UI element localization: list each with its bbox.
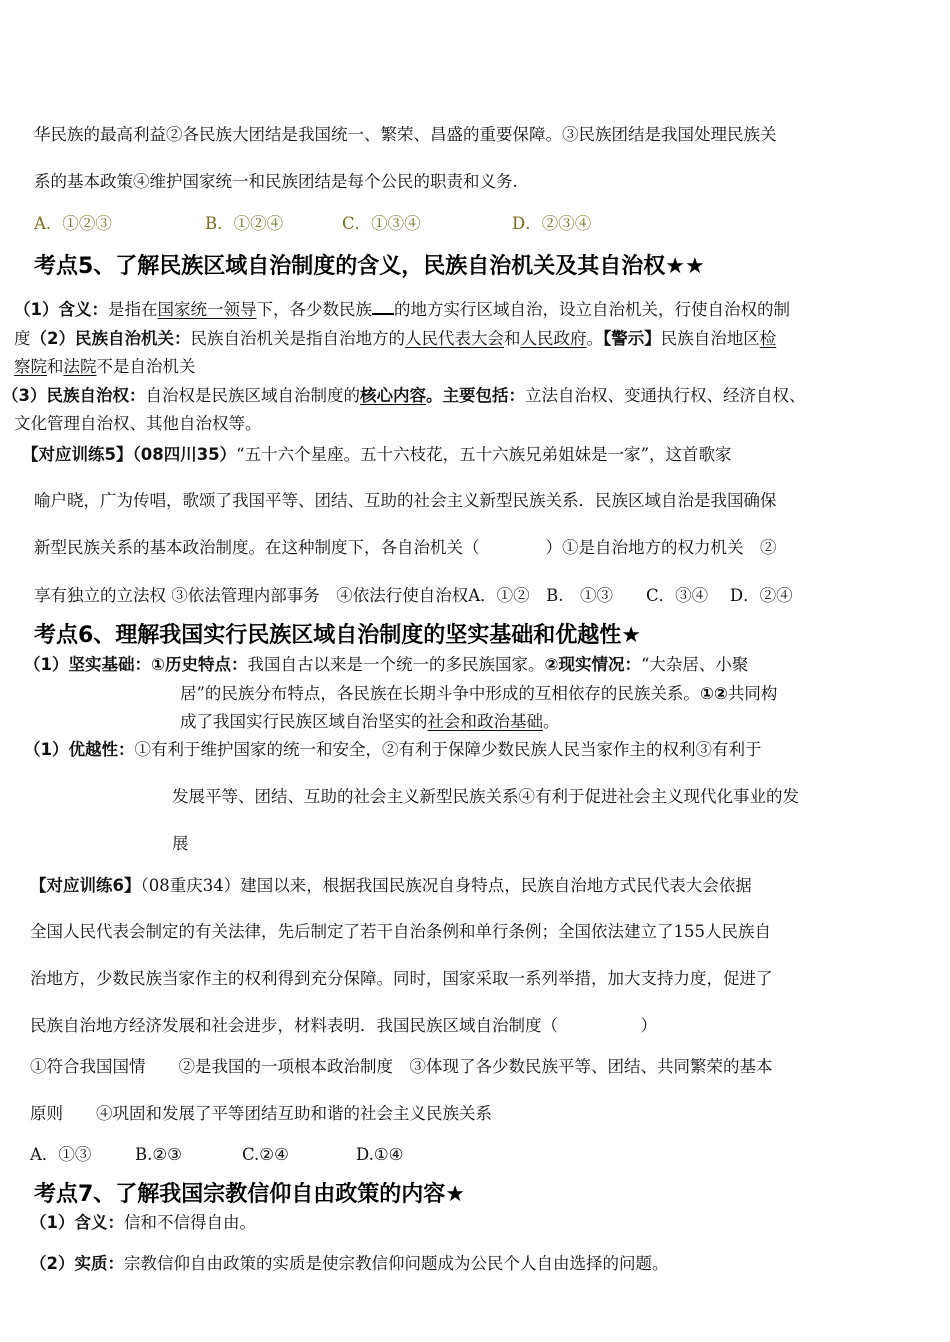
paragraph-line: 发展平等、团结、互助的社会主义新型民族关系④有利于促进社会主义现代化事业的发 bbox=[172, 787, 799, 806]
option-a: A．①③ bbox=[30, 1145, 92, 1164]
section-heading: 考点7、了解我国宗教信仰自由政策的内容★ bbox=[34, 1182, 466, 1207]
exercise-line: 新型民族关系的基本政治制度。在这种制度下，各自治机关（ ）①是自治地方的权力机关 ② bbox=[34, 538, 777, 557]
text-line: 华民族的最高利益②各民族大团结是我国统一、繁荣、昌盛的重要保障。③民族团结是我国处理民族关 bbox=[34, 125, 777, 144]
paragraph-line: 居”的民族分布特点，各民族在长期斗争中形成的互相依存的民族关系。①②共同构 bbox=[180, 684, 778, 703]
label: （1）含义： bbox=[14, 300, 108, 319]
text-line: 系的基本政策④维护国家统一和民族团结是每个公民的职责和义务. bbox=[34, 172, 518, 191]
option-b: B．①②④ bbox=[205, 214, 284, 233]
option-c: C.②④ bbox=[242, 1145, 289, 1164]
exercise-label: 【对应训练5】 bbox=[22, 445, 133, 464]
exercise-line: 【对应训练6】（08重庆34）建国以来，根据我国民族况自身特点，民族自治地方式民代表大会依据 bbox=[30, 876, 752, 895]
paragraph-line: 展 bbox=[172, 834, 189, 853]
fill-blank bbox=[372, 299, 394, 315]
paragraph-line: 察院和法院不是自治机关 bbox=[14, 357, 196, 376]
paragraph-line: （2）实质：宗教信仰自由政策的实质是使宗教信仰问题成为公民个人自由选择的问题。 bbox=[30, 1254, 669, 1273]
option-d: D．②③④ bbox=[512, 214, 592, 233]
option-a: A．①②③ bbox=[34, 214, 112, 233]
paragraph-line: （1）含义：是指在国家统一领导下，各少数民族 的地方实行区域自治，设立自治机关，行使自治权的制 bbox=[14, 300, 790, 319]
paragraph-line: （1）坚实基础：①历史特点：我国自古以来是一个统一的多民族国家。②现实情况：“大杂居、小聚 bbox=[24, 655, 749, 674]
paragraph-line: （3）民族自治权：自治权是民族区域自治制度的核心内容。主要包括：立法自治权、变通执行权、经济自权、 bbox=[2, 386, 806, 405]
section-heading: 考点5、了解民族区域自治制度的含义，民族自治机关及其自治权★★ bbox=[34, 254, 705, 279]
section-heading: 考点6、理解我国实行民族区域自治制度的坚实基础和优越性★ bbox=[34, 623, 642, 648]
option-d: D.①④ bbox=[356, 1145, 404, 1164]
exercise-line: 【对应训练5】（08四川35）“五十六个星座。五十六枝花，五十六族兄弟姐妹是一家”，这首歌家 bbox=[22, 445, 732, 464]
exercise-line: 喻户晓，广为传唱，歌颂了我国平等、团结、互助的社会主义新型民族关系．民族区域自治是我国确保 bbox=[34, 491, 777, 510]
exercise-line: 原则 ④巩固和发展了平等团结互助和谐的社会主义民族关系 bbox=[30, 1104, 492, 1123]
paragraph-line: （1）含义：信和不信得自由。 bbox=[30, 1213, 256, 1232]
exercise-line: ①符合我国国情 ②是我国的一项根本政治制度 ③体现了各少数民族平等、团结、共同繁荣的基本 bbox=[30, 1057, 773, 1076]
exercise-line: 享有独立的立法权 ③依法管理内部事务 ④依法行使自治权A．①② B. ①③ C．③④ D．②④ bbox=[34, 586, 793, 605]
exercise-label: 【对应训练6】 bbox=[30, 876, 141, 895]
paragraph-line: 成了我国实行民族区域自治坚实的社会和政治基础。 bbox=[180, 712, 560, 731]
exercise-line: 治地方，少数民族当家作主的权利得到充分保障。同时，国家采取一系列举措，加大支持力度，促进了 bbox=[30, 969, 773, 988]
paragraph-line: （1）优越性：①有利于维护国家的统一和安全，②有利于保障少数民族人民当家作主的权利③有利于 bbox=[24, 740, 762, 759]
paragraph-line: 度（2）民族自治机关：民族自治机关是指自治地方的人民代表大会和人民政府。【警示】民族自治地区检 bbox=[14, 329, 777, 348]
exercise-line: 全国人民代表会制定的有关法律，先后制定了若干自治条例和单行条例；全国依法建立了155人民族自 bbox=[30, 922, 771, 941]
exercise-line: 民族自治地方经济发展和社会进步，材料表明．我国民族区域自治制度（ ） bbox=[30, 1016, 657, 1035]
option-b: B.②③ bbox=[135, 1145, 182, 1164]
option-c: C．①③④ bbox=[342, 214, 421, 233]
paragraph-line: 文化管理自治权、其他自治权等。 bbox=[14, 414, 262, 433]
